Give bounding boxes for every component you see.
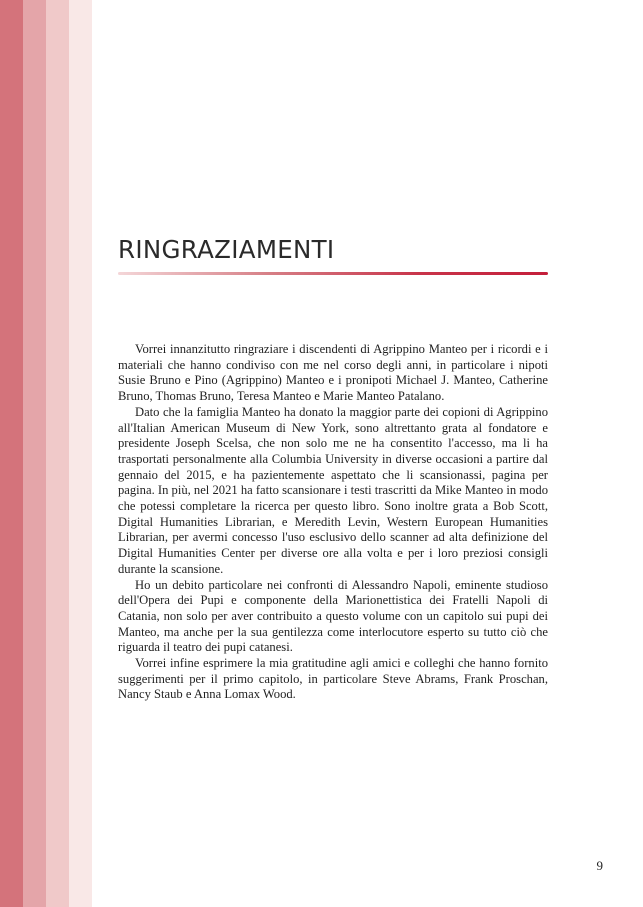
body-text (118, 342, 548, 703)
paragraph: Vorrei infine esprimere la mia gratitudine agli amici e colleghi che hanno fornito suggerimenti per il primo capitolo, in particolare Steve Abrams, Frank Proschan, Nancy Staub e Anna Lomax Wood. (118, 656, 548, 702)
margin-stripe-medium (23, 0, 46, 907)
paragraph: Dato che la famiglia Manteo ha donato la maggior parte dei copioni di Agrippino all'Italian American Museum di New York, sono altrettanto grata al fondatore e presidente Joseph Scelsa, che non solo me ne ha consentito l'accesso, ma li ha trasportati personalmente alla Columbia University in diverse occasioni a partire dal gennaio del 2015, e ha pazientemente aspettato che li scansionassi, pagina per pagina. In più, nel 2021 ha fatto scansionare i testi trascritti da Mike Manteo in modo che potessi completare la ricerca per questo libro. Sono inoltre grata a Bob Scott, Digital Humanities Librarian, e Meredith Levin, Western European Humanities Librarian, per avermi concesso l'uso esclusivo dello scanner ad alta definizione del Digital Humanities Center per diverse ore alla volta e per i loro preziosi consigli durante la scansione. (118, 404, 548, 576)
title-underline (118, 272, 548, 275)
margin-stripe-dark (0, 0, 23, 907)
paragraph: Vorrei innanzitutto ringraziare i discendenti di Agrippino Manteo per i ricordi e i materiali che hanno condiviso con me nel corso degli anni, in particolare i nipoti Susie Bruno e Pino (Agrippino) Manteo e i pronipoti Michael J. Manteo, Catherine Bruno, Thomas Bruno, Teresa Manteo e Marie Manteo Patalano. (118, 342, 548, 404)
paragraph: Ho un debito particolare nei confronti di Alessandro Napoli, eminente studioso dell'Opera dei Pupi e componente della Marionettistica dei Fratelli Napoli di Catania, non solo per aver contribuito a questo volume con un capitolo sui pupi dei Manteo, ma anche per la sua gentilezza come interlocutore esperto su tutto ciò che riguarda il teatro dei pupi catanesi. (118, 577, 548, 655)
page-title: RINGRAZIAMENTI (118, 235, 335, 264)
margin-stripe-light (46, 0, 69, 907)
page-number: 9 (596, 858, 603, 873)
margin-stripe-lightest (69, 0, 92, 907)
